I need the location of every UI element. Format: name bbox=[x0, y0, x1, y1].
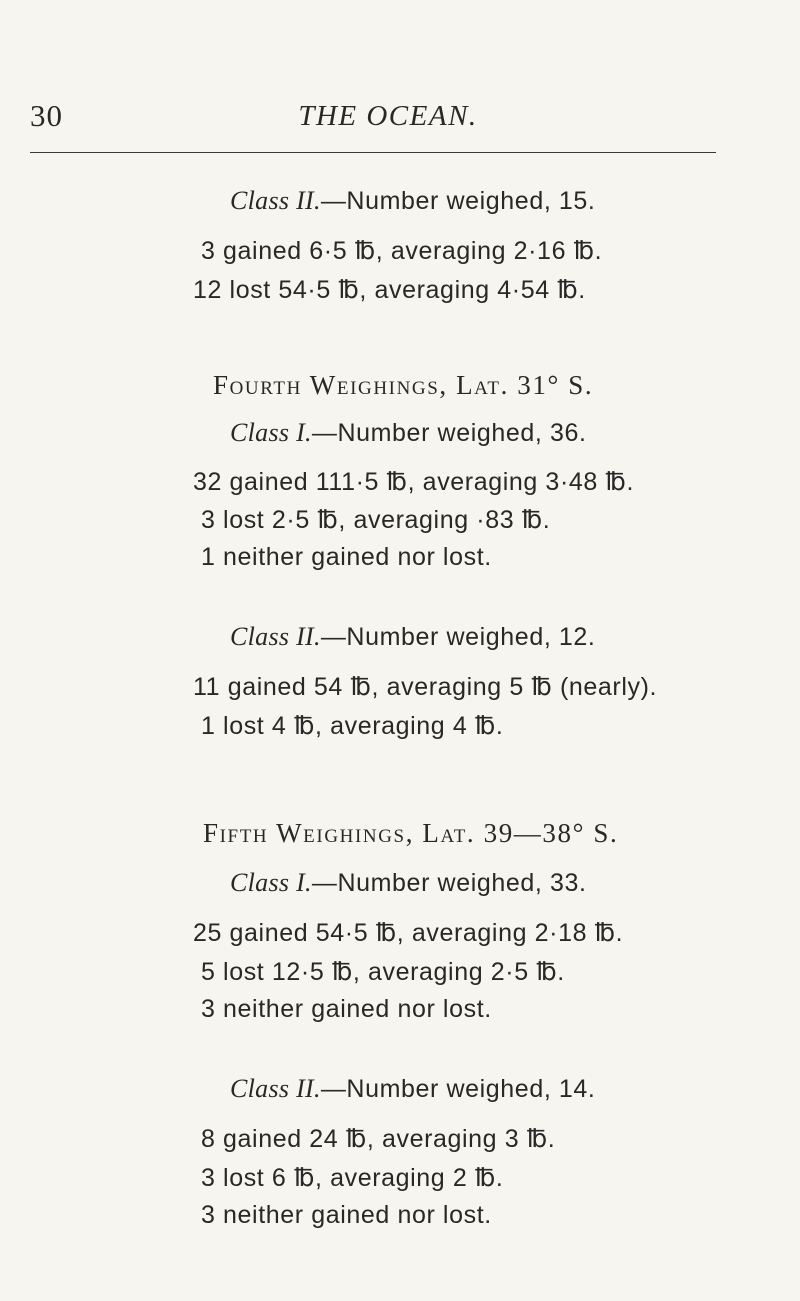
tally-line: 1 neither gained nor lost. bbox=[201, 543, 492, 571]
class-heading bbox=[230, 1074, 595, 1104]
class-heading bbox=[230, 186, 595, 216]
class-count: —Number weighed, 12. bbox=[320, 623, 596, 651]
tally-line: 11 gained 54 ℔, averaging 5 ℔ (nearly). bbox=[193, 673, 658, 701]
class-label: Class I. bbox=[230, 868, 312, 897]
class-count: —Number weighed, 36. bbox=[311, 419, 587, 447]
class-label: Class II. bbox=[230, 1074, 321, 1103]
header-rule bbox=[30, 152, 716, 153]
tally-line: 3 neither gained nor lost. bbox=[201, 995, 492, 1023]
page-number: 30 bbox=[30, 98, 63, 133]
class-heading bbox=[230, 868, 587, 898]
class-label: Class I. bbox=[230, 418, 312, 447]
section-heading: Fourth Weighings, Lat. 31° S. bbox=[213, 370, 594, 400]
tally-line: 12 lost 54·5 ℔, averaging 4·54 ℔. bbox=[193, 276, 586, 304]
class-count: —Number weighed, 15. bbox=[320, 187, 596, 215]
tally-line: 3 lost 2·5 ℔, averaging ·83 ℔. bbox=[201, 506, 551, 534]
class-label: Class II. bbox=[230, 186, 321, 215]
class-label: Class II. bbox=[230, 622, 321, 651]
tally-line: 3 gained 6·5 ℔, averaging 2·16 ℔. bbox=[201, 237, 603, 265]
class-heading bbox=[230, 622, 595, 652]
class-heading bbox=[230, 418, 587, 448]
tally-line: 3 neither gained nor lost. bbox=[201, 1201, 492, 1229]
class-count: —Number weighed, 14. bbox=[320, 1075, 596, 1103]
running-head-text: THE OCEAN. bbox=[298, 100, 478, 132]
section-heading: Fifth Weighings, Lat. 39—38° S. bbox=[203, 818, 619, 848]
tally-line: 32 gained 111·5 ℔, averaging 3·48 ℔. bbox=[193, 468, 635, 496]
class-count: —Number weighed, 33. bbox=[311, 869, 587, 897]
tally-line: 3 lost 6 ℔, averaging 2 ℔. bbox=[201, 1164, 504, 1192]
running-head bbox=[0, 100, 800, 133]
tally-line: 25 gained 54·5 ℔, averaging 2·18 ℔. bbox=[193, 919, 624, 947]
tally-line: 8 gained 24 ℔, averaging 3 ℔. bbox=[201, 1125, 556, 1153]
tally-line: 5 lost 12·5 ℔, averaging 2·5 ℔. bbox=[201, 958, 565, 986]
tally-line: 1 lost 4 ℔, averaging 4 ℔. bbox=[201, 712, 504, 740]
